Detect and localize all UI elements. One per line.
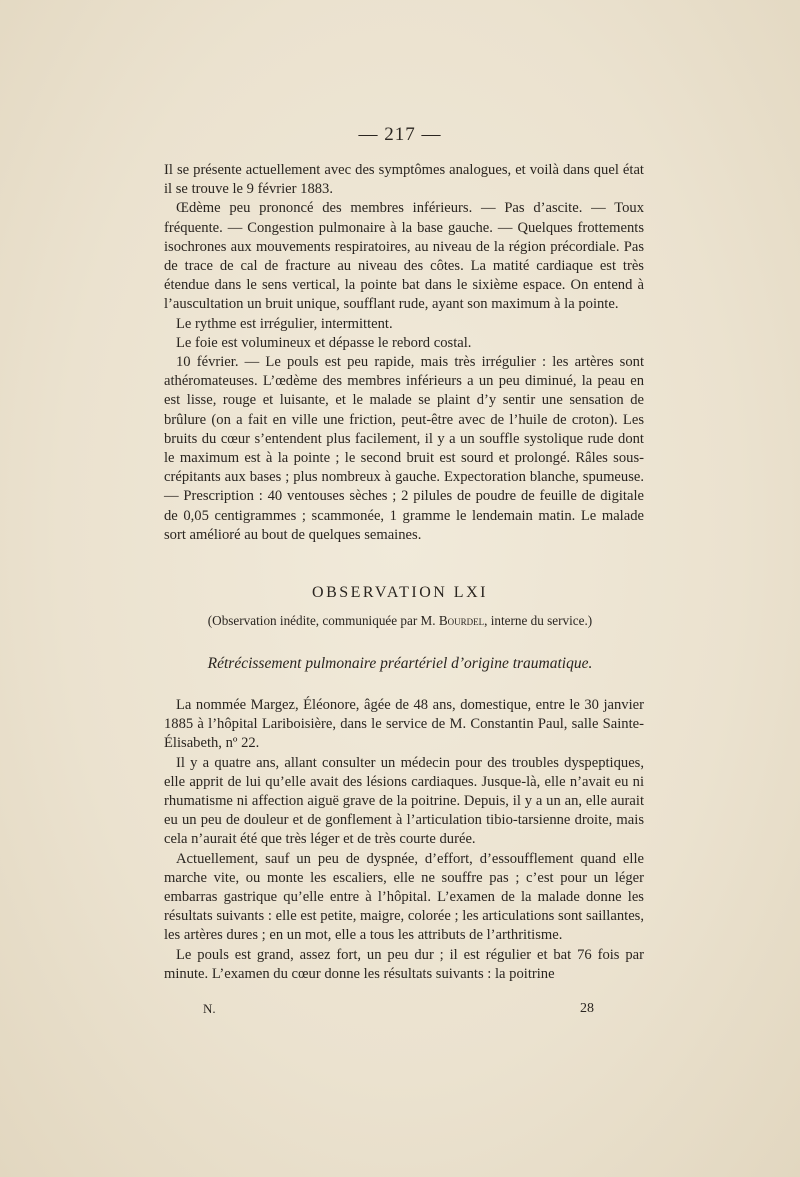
section-continued-case	[164, 161, 644, 545]
paragraph: Il se présente actuellement avec des symptômes analogues, et voilà dans quel état il se trouve le 9 février 1883.	[164, 162, 644, 198]
observation-diagnosis: Rétrécissement pulmonaire préartériel d’origine traumatique.	[207, 655, 593, 672]
paragraph: 10 février. — Le pouls est peu rapide, mais très irrégulier : les artères sont athéromateuses. L’œdème des membres inférieurs a un peu diminué, la peau en est lisse, rouge et luisante, et le malade se plaint d’y sentir une sensation de brûlure (on a fait en ville une friction, peut-être avec de l’huile de croton). Les bruits du cœur s’entendent plus facilement, il y a un souffle systolique rude dont le maximum est à la pointe ; le second bruit est sourd et prolongé. Râles sous-crépitants aux bases ; plus nombreux à gauche. Expectoration blanche, spumeuse. — Prescription : 40 ventouses sèches ; 2 pilules de poudre de feuille de digitale de 0,05 centigrammes ; scammonée, 1 gramme le lendemain matin. Le malade sort amélioré au bout de quelques semaines.	[164, 354, 644, 543]
page-number: — 217 —	[358, 124, 442, 145]
paragraph: Œdème peu prononcé des membres inférieurs. — Pas d’ascite. — Toux fréquente. — Congestion pulmonaire à la base gauche. — Quelques frottements isochrones aux mouvements respiratoires, au niveau de la région précordiale. Pas de trace de cal de fracture au niveau des côtes. La matité cardiaque est très étendue dans le sens vertical, la pointe bat dans le sixième espace. On entend à l’auscultation un bruit unique, soufflant rude, ayant son maximum à la pointe.	[164, 200, 644, 313]
paragraph: Le rythme est irrégulier, intermittent.	[176, 315, 393, 332]
subtitle-author: Bourdel	[438, 613, 485, 628]
signature-mark: N.	[203, 1001, 216, 1016]
subtitle-text: , interne du service.)	[484, 613, 593, 628]
paragraph: Le pouls est grand, assez fort, un peu dur ; il est régulier et bat 76 fois par minute. L’examen du cœur donne les résultats suivants : la poitrine	[164, 946, 644, 982]
paragraph: Le foie est volumineux et dépasse le rebord costal.	[176, 334, 472, 351]
subtitle-text: (Observation inédite, communiquée par M.	[207, 613, 436, 628]
observation-title: OBSERVATION LXI	[312, 584, 488, 601]
paragraph: La nommée Margez, Éléonore, âgée de 48 ans, domestique, entre le 30 janvier 1885 à l’hôpital Lariboisière, dans le service de M. Constantin Paul, salle Sainte-Élisabeth, nº 22.	[164, 697, 644, 752]
observation-subtitle	[0, 613, 800, 629]
paragraph: Actuellement, sauf un peu de dyspnée, d’effort, d’essoufflement quand elle marche vite, ou monte les escaliers, elle ne souffre pas ; c’est pour un léger embarras gastrique qu’elle entre à l’hôpital. L’examen de la malade donne les résultats suivants : elle est petite, maigre, colorée ; les articulations sont saillantes, les artères dures ; en un mot, elle a tous les attributs de l’arthritisme.	[164, 850, 644, 944]
sheet-number: 28	[580, 1001, 594, 1016]
section-observation-body	[164, 696, 644, 984]
paragraph: Il y a quatre ans, allant consulter un médecin pour des troubles dyspeptiques, elle apprit de lui qu’elle avait des lésions cardiaques. Jusque-là, elle n’avait eu ni rhumatisme ni affection aiguë grave de la poitrine. Depuis, il y a un an, elle aurait eu un peu de douleur et de gonflement à l’articulation tibio-tarsienne droite, mais cela n’aurait été que très léger et de très courte durée.	[164, 754, 644, 848]
